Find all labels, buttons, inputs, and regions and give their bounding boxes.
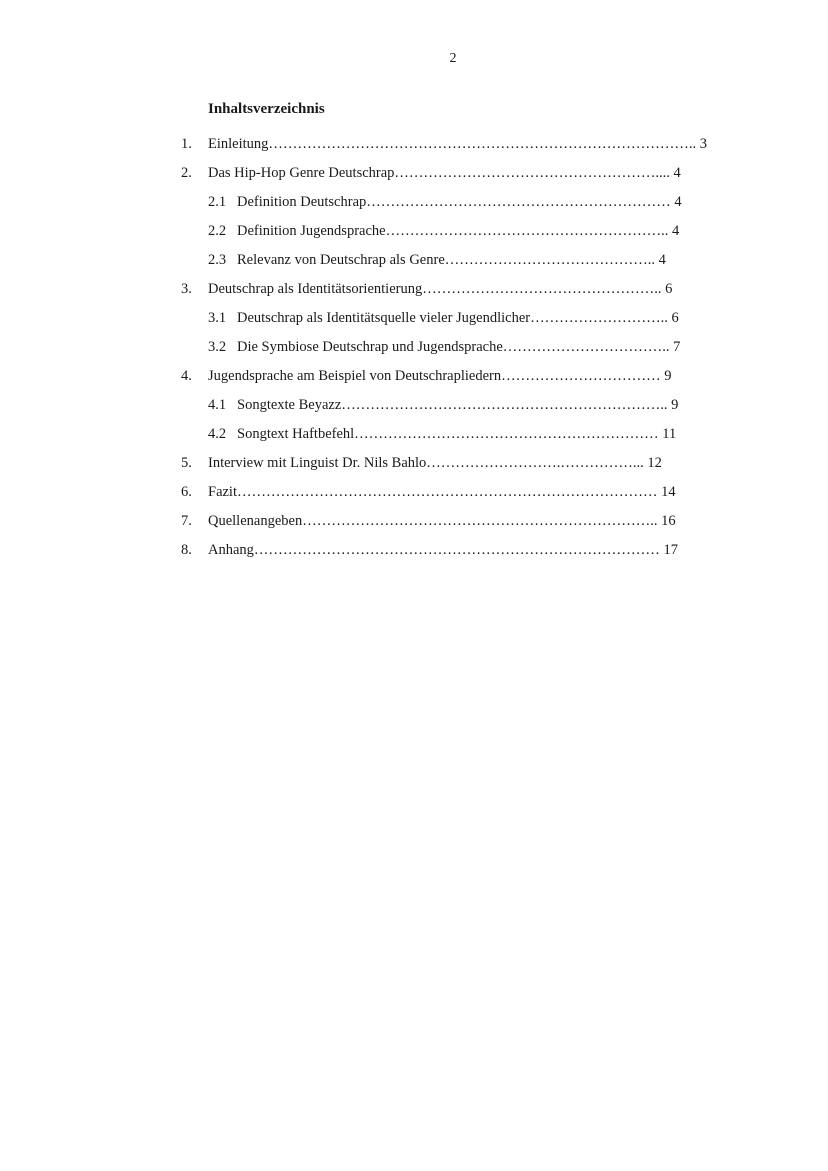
toc-entry-text: Songtexte Beyazz………………………………………………………….. 9 [237, 397, 679, 413]
toc-entry-2 [0, 159, 828, 188]
toc-entry-text: Relevanz von Deutschrap als Genre…………………………………….. 4 [237, 252, 666, 268]
toc-entry-text: Jugendsprache am Beispiel von Deutschrapliedern…………………………… 9 [208, 368, 672, 384]
toc-entry-3-2 [0, 333, 828, 362]
toc-entry-text: Das Hip-Hop Genre Deutschrap……………………………………………….... 4 [208, 165, 681, 181]
toc-entry-text: Songtext Haftbefehl……………………………………………………… 11 [237, 426, 677, 442]
toc-entry-text: Interview mit Linguist Dr. Nils Bahlo……………………….……………... 12 [208, 455, 662, 471]
toc-entry-2-2 [0, 217, 828, 246]
toc-entry-text: Einleitung…………………………………………………………………………….. 3 [208, 136, 708, 152]
toc-entry-text: Deutschrap als Identitätsorientierung………………………………………….. 6 [208, 281, 673, 297]
toc-entry-7 [0, 507, 828, 536]
toc-entry-4 [0, 362, 828, 391]
toc-entry-2-3 [0, 246, 828, 275]
toc-entry-number: 3.1 [208, 310, 227, 326]
toc-entry-number: 3. [181, 281, 192, 297]
toc-entry-2-1 [0, 188, 828, 217]
toc-entry-4-1 [0, 391, 828, 420]
toc-entry-number: 7. [181, 513, 192, 529]
toc-entry-number: 4. [181, 368, 192, 384]
toc-entry-number: 2. [181, 165, 192, 181]
toc-entry-number: 2.2 [208, 223, 227, 239]
toc-entry-number: 6. [181, 484, 192, 500]
toc-entry-6 [0, 478, 828, 507]
toc-entry-1 [0, 130, 828, 159]
toc-entry-number: 1. [181, 136, 192, 152]
toc-entry-text: Quellenangeben……………………………………………………………….. 16 [208, 513, 676, 529]
toc-entry-5 [0, 449, 828, 478]
toc-entry-number: 4.1 [208, 397, 227, 413]
toc-entry-number: 5. [181, 455, 192, 471]
toc-entry-text: Deutschrap als Identitätsquelle vieler Jugendlicher……………………….. 6 [237, 310, 679, 326]
toc-heading: Inhaltsverzeichnis [208, 101, 325, 117]
page-number: 2 [449, 51, 457, 66]
toc-entry-text: Die Symbiose Deutschrap und Jugendsprache…………………………….. 7 [237, 339, 681, 355]
toc-entry-text: Definition Deutschrap……………………………………………………… 4 [237, 194, 682, 210]
toc-entry-number: 3.2 [208, 339, 227, 355]
table-of-contents [0, 130, 828, 565]
toc-entry-text: Fazit…………………………………………………………………………… 14 [208, 484, 676, 500]
toc-entry-number: 2.1 [208, 194, 227, 210]
toc-entry-number: 8. [181, 542, 192, 558]
toc-entry-number: 2.3 [208, 252, 227, 268]
toc-entry-text: Anhang………………………………………………………………………… 17 [208, 542, 679, 558]
toc-entry-3-1 [0, 304, 828, 333]
toc-entry-number: 4.2 [208, 426, 227, 442]
toc-entry-text: Definition Jugendsprache………………………………………………….. 4 [237, 223, 680, 239]
toc-entry-4-2 [0, 420, 828, 449]
toc-entry-3 [0, 275, 828, 304]
toc-entry-8 [0, 536, 828, 565]
